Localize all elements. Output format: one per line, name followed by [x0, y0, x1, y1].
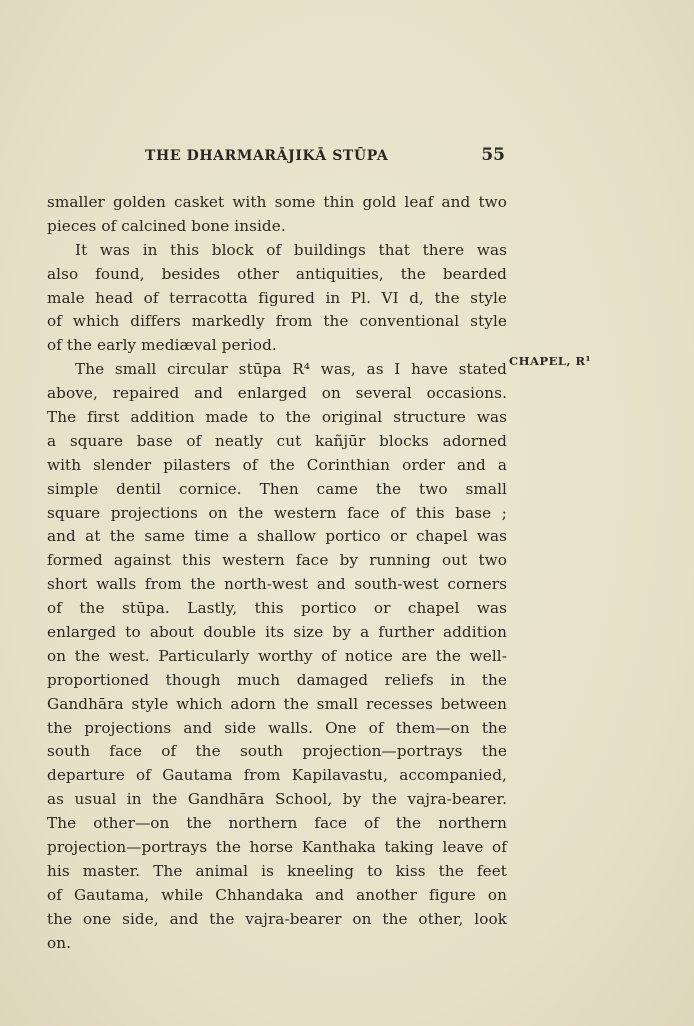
text-line: The small circular stūpa R⁴ was, as I have stated: [75, 360, 507, 379]
text-line: Gandhāra style which adorn the small recesses between: [47, 694, 507, 713]
text-line: formed against this western face by running out two: [47, 551, 507, 570]
text-line: with slender pilasters of the Corinthian order and a: [47, 455, 507, 474]
text-line: of which differs markedly from the conventional style: [47, 312, 507, 331]
text-line: of Gautama, while Chhandaka and another figure on: [47, 885, 507, 904]
text-line: of the stūpa. Lastly, this portico or chapel was: [47, 599, 507, 618]
text-line: south face of the south projection—portrays the: [47, 742, 507, 761]
text-line: square projections on the western face of this base ;: [47, 503, 507, 522]
text-line: smaller golden casket with some thin gold leaf and two: [47, 193, 507, 211]
text-line: projection—portrays the horse Kanthaka taking leave of: [47, 838, 507, 857]
text-line: of the early mediæval period.: [47, 336, 277, 355]
text-line: as usual in the Gandhāra School, by the vajra-bearer.: [47, 790, 507, 809]
page-number: 55: [481, 145, 505, 165]
text-line: and at the same time a shallow portico or chapel was: [47, 527, 507, 546]
text-line: It was in this block of buildings that there was: [75, 240, 507, 259]
text-line: enlarged to about double its size by a further addition: [47, 623, 507, 642]
page-header: [145, 145, 505, 169]
text-line: The first addition made to the original structure was: [47, 408, 507, 427]
text-line: also found, besides other antiquities, the bearded: [47, 264, 507, 283]
text-line: his master. The animal is kneeling to kiss the feet: [47, 861, 507, 880]
text-line: male head of terracotta figured in Pl. VI d, the style: [47, 288, 507, 307]
running-head: THE DHARMARĀJIKĀ STŪPA: [145, 148, 389, 164]
text-line: a square base of neatly cut kañjūr blocks adorned: [47, 431, 507, 450]
text-line: The other—on the northern face of the northern: [47, 814, 507, 833]
text-line: short walls from the north-west and south-west corners: [47, 575, 507, 594]
body-text: [47, 191, 507, 956]
text-line: the projections and side walls. One of them—on the: [47, 718, 507, 737]
text-line: the one side, and the vajra-bearer on the other, look: [47, 909, 507, 928]
text-line: simple dentil cornice. Then came the two small: [47, 479, 507, 498]
text-line: on the west. Particularly worthy of notice are the well-: [47, 646, 507, 665]
margin-note: CHAPEL, R¹: [509, 354, 592, 368]
text-line: departure of Gautama from Kapilavastu, accompanied,: [47, 766, 507, 785]
text-line: pieces of calcined bone inside.: [47, 216, 286, 235]
text-line: proportioned though much damaged reliefs in the: [47, 670, 507, 689]
text-line: above, repaired and enlarged on several occasions.: [47, 384, 507, 403]
text-line: on.: [47, 933, 72, 952]
